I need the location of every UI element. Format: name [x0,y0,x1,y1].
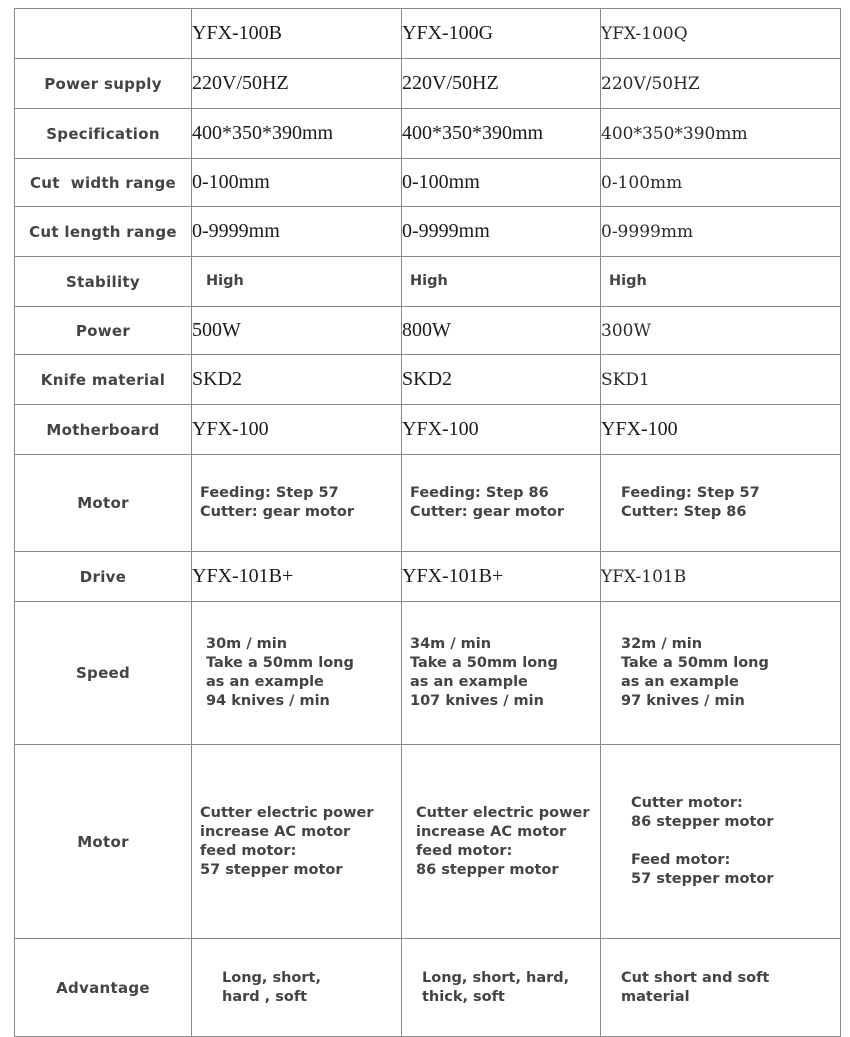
row-label: Cut width range [15,159,192,207]
table-cell: YFX-101B+ [402,552,601,602]
row-label: Power [15,307,192,355]
table-cell: Feeding: Step 57 Cutter: gear motor [192,455,402,552]
table-cell: YFX-100 [402,405,601,455]
row-label: Cut length range [15,207,192,257]
corner-cell [15,9,192,59]
spec-table [14,8,841,1037]
table-cell: 0-9999mm [601,207,841,257]
table-cell: High [192,257,402,307]
row-label: Motor [15,455,192,552]
table-cell: Cutter electric power increase AC motor feed motor: 86 stepper motor [402,745,601,939]
table-cell: Feeding: Step 86 Cutter: gear motor [402,455,601,552]
table-cell: 0-100mm [601,159,841,207]
table-cell: Long, short, hard, thick, soft [402,939,601,1037]
row-label: Motherboard [15,405,192,455]
table-row [15,405,841,455]
table-row [15,307,841,355]
table-cell: High [402,257,601,307]
table-cell: 400*350*390mm [192,109,402,159]
table-cell: 500W [192,307,402,355]
table-row [15,552,841,602]
table-cell: YFX-101B [601,552,841,602]
row-label: Specification [15,109,192,159]
model-header: YFX-100Q [601,9,841,59]
table-row [15,939,841,1037]
table-row [15,109,841,159]
table-cell: 0-100mm [192,159,402,207]
table-cell: 0-9999mm [192,207,402,257]
table-cell: 0-100mm [402,159,601,207]
table-cell: YFX-101B+ [192,552,402,602]
table-cell: 34m / min Take a 50mm long as an example 107 knives / min [402,602,601,745]
row-label: Motor [15,745,192,939]
row-label: Stability [15,257,192,307]
table-cell: SKD2 [192,355,402,405]
table-row [15,159,841,207]
model-header: YFX-100B [192,9,402,59]
table-cell: Feeding: Step 57 Cutter: Step 86 [601,455,841,552]
table-cell: 0-9999mm [402,207,601,257]
table-cell: 220V/50HZ [192,59,402,109]
table-row [15,745,841,939]
table-cell: SKD2 [402,355,601,405]
header-row [15,9,841,59]
table-row [15,455,841,552]
table-cell: 800W [402,307,601,355]
table-cell: Cut short and soft material [601,939,841,1037]
table-cell: 300W [601,307,841,355]
row-label: Power supply [15,59,192,109]
table-cell: 400*350*390mm [601,109,841,159]
table-cell: YFX-100 [601,405,841,455]
table-cell: Long, short, hard , soft [192,939,402,1037]
table-row [15,207,841,257]
table-cell: YFX-100 [192,405,402,455]
table-row [15,602,841,745]
table-cell: SKD1 [601,355,841,405]
table-cell: Cutter motor: 86 stepper motor Feed motor: 57 stepper motor [601,745,841,939]
table-cell: High [601,257,841,307]
table-cell: 220V/50HZ [601,59,841,109]
row-label: Speed [15,602,192,745]
model-header: YFX-100G [402,9,601,59]
table-cell: 30m / min Take a 50mm long as an example 94 knives / min [192,602,402,745]
row-label: Knife material [15,355,192,405]
table-row [15,355,841,405]
table-cell: Cutter electric power increase AC motor feed motor: 57 stepper motor [192,745,402,939]
table-cell: 32m / min Take a 50mm long as an example 97 knives / min [601,602,841,745]
row-label: Advantage [15,939,192,1037]
table-cell: 220V/50HZ [402,59,601,109]
table-cell: 400*350*390mm [402,109,601,159]
row-label: Drive [15,552,192,602]
table-row [15,257,841,307]
table-row [15,59,841,109]
